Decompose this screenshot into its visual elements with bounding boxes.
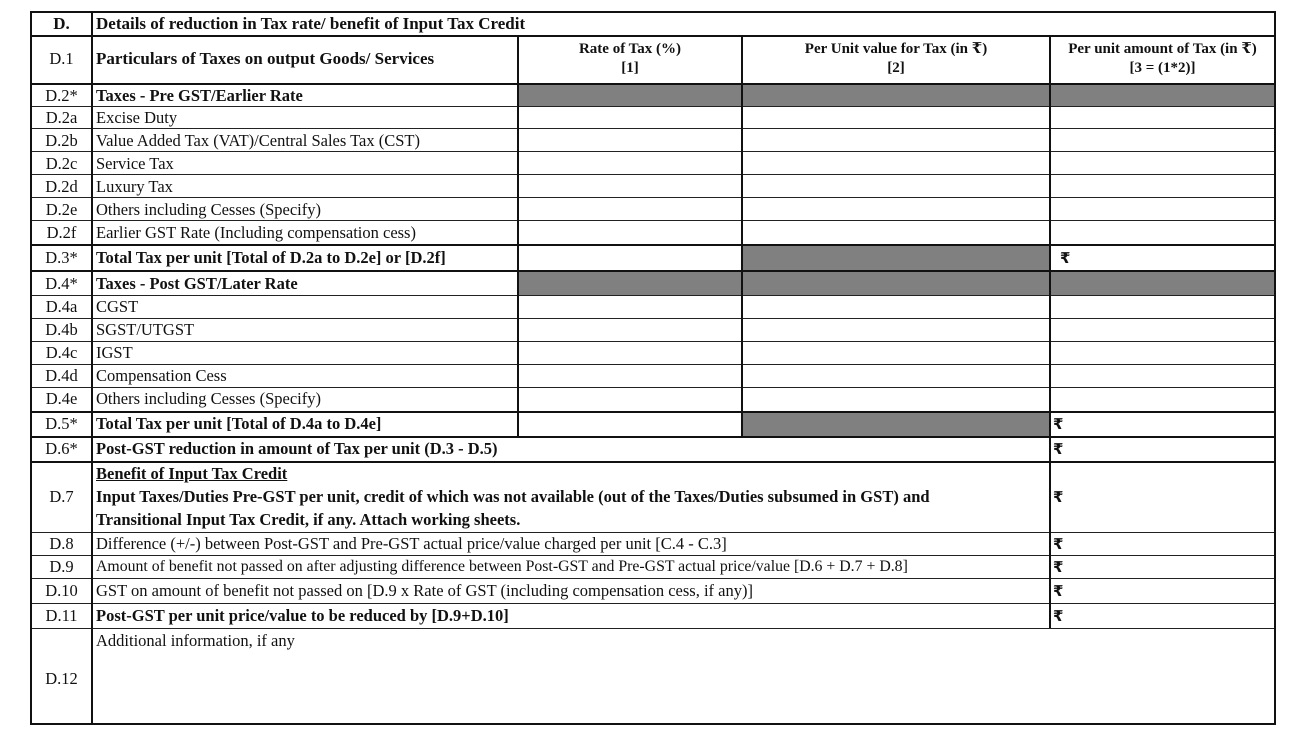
- unit-value-input[interactable]: [743, 296, 1049, 411]
- row-code: D.11: [45, 606, 78, 625]
- row-code: D.7: [49, 487, 74, 506]
- row-code: D.2c: [45, 154, 78, 173]
- amount-field[interactable]: ₹: [1053, 607, 1064, 625]
- row-label: Taxes - Post GST/Later Rate: [96, 274, 298, 293]
- row-label: Service Tax: [96, 154, 174, 173]
- row-label: CGST: [96, 297, 139, 316]
- row-code: D.1: [49, 49, 74, 68]
- amount-field[interactable]: ₹: [1060, 249, 1071, 267]
- column-header-unit-value: [743, 40, 1049, 78]
- amount-field[interactable]: ₹: [1053, 488, 1064, 506]
- amount-field[interactable]: ₹: [1053, 558, 1064, 576]
- row-label-continued: Transitional Input Tax Credit, if any. Attach working sheets.: [96, 510, 521, 529]
- row-label: Input Taxes/Duties Pre-GST per unit, credit of which was not available (out of the Taxes/Duties subsumed in GST) and: [96, 487, 930, 506]
- rate-input[interactable]: [519, 296, 741, 411]
- row-label: Taxes - Pre GST/Earlier Rate: [96, 86, 303, 105]
- shaded-cell: [519, 272, 741, 295]
- additional-info-field[interactable]: [96, 653, 1266, 721]
- row-code: D.2d: [45, 177, 78, 196]
- shaded-cell: [743, 246, 1049, 270]
- section-title: Details of reduction in Tax rate/ benefit of Input Tax Credit: [96, 14, 526, 33]
- unit-value-input[interactable]: [743, 107, 1049, 244]
- unit-amount-input[interactable]: [1051, 296, 1274, 411]
- row-label: Post-GST per unit price/value to be reduced by [D.9+D.10]: [96, 606, 509, 625]
- row-label: Others including Cesses (Specify): [96, 389, 321, 408]
- row-label: Amount of benefit not passed on after adjusting difference between Post-GST and Pre-GST actual price/value [D.6 + D.7 + D.8]: [96, 558, 908, 575]
- column-header-label: Per unit amount of Tax (in ₹): [1068, 41, 1257, 57]
- row-code: D.5*: [45, 414, 78, 433]
- row-code: D.2a: [45, 108, 78, 127]
- column-header-sub: [2]: [887, 60, 905, 76]
- shaded-cell: [743, 85, 1049, 106]
- row-label: Earlier GST Rate (Including compensation cess): [96, 223, 416, 242]
- row-code: D.6*: [45, 439, 78, 458]
- row-code: D.12: [45, 669, 78, 688]
- additional-info-label: Additional information, if any: [96, 631, 295, 650]
- row-label: GST on amount of benefit not passed on [D.9 x Rate of GST (including compensation cess, if any)]: [96, 581, 753, 600]
- shaded-cell: [743, 413, 1049, 436]
- row-code: D.2b: [45, 131, 78, 150]
- row-code: D.10: [45, 581, 78, 600]
- column-header-particulars: Particulars of Taxes on output Goods/ Services: [96, 49, 435, 68]
- row-label: IGST: [96, 343, 133, 362]
- row-label: SGST/UTGST: [96, 320, 195, 339]
- row-code: D.4*: [45, 274, 78, 293]
- amount-field[interactable]: ₹: [1053, 582, 1064, 600]
- rate-input[interactable]: [519, 246, 741, 270]
- benefit-heading: Benefit of Input Tax Credit: [96, 464, 288, 483]
- amount-field[interactable]: ₹: [1053, 440, 1064, 458]
- row-label: Difference (+/-) between Post-GST and Pre-GST actual price/value charged per unit [C.4 - C.3]: [96, 534, 727, 553]
- column-header-unit-amount: [1051, 40, 1274, 78]
- column-header-rate: [519, 40, 741, 78]
- shaded-cell: [1051, 272, 1274, 295]
- column-header-label: Per Unit value for Tax (in ₹): [804, 41, 988, 57]
- unit-amount-input[interactable]: [1051, 107, 1274, 244]
- column-header-sub: [1]: [621, 60, 639, 76]
- row-label: Total Tax per unit [Total of D.2a to D.2e] or [D.2f]: [96, 248, 446, 267]
- row-code: D.9: [49, 557, 74, 576]
- row-label: Excise Duty: [96, 108, 178, 127]
- amount-field[interactable]: ₹: [1053, 415, 1064, 433]
- row-code: D.4d: [45, 366, 78, 385]
- section-d-table: [30, 11, 1276, 725]
- row-code: D.4e: [45, 389, 78, 408]
- row-code: D.4b: [45, 320, 78, 339]
- row-label: Value Added Tax (VAT)/Central Sales Tax (CST): [96, 131, 420, 150]
- rate-input[interactable]: [519, 413, 741, 436]
- row-code: D.2f: [46, 223, 77, 242]
- column-header-label: Rate of Tax (%): [578, 41, 682, 57]
- row-code: D.2*: [45, 86, 78, 105]
- row-code: D.8: [49, 534, 74, 553]
- row-label: Compensation Cess: [96, 366, 227, 385]
- column-header-sub: [3 = (1*2)]: [1129, 60, 1196, 76]
- row-code: D.3*: [45, 248, 78, 267]
- shaded-cell: [519, 85, 741, 106]
- amount-field[interactable]: ₹: [1053, 535, 1064, 553]
- row-label: Post-GST reduction in amount of Tax per unit (D.3 - D.5): [96, 439, 498, 458]
- row-code: D.4c: [45, 343, 78, 362]
- shaded-cell: [1051, 85, 1274, 106]
- row-label: Others including Cesses (Specify): [96, 200, 321, 219]
- rate-input[interactable]: [519, 107, 741, 244]
- row-code: D.2e: [45, 200, 78, 219]
- row-code: D.4a: [45, 297, 78, 316]
- shaded-cell: [743, 272, 1049, 295]
- row-label: Luxury Tax: [96, 177, 173, 196]
- section-code: D.: [53, 14, 70, 33]
- row-heading: [96, 463, 1046, 485]
- row-label: Total Tax per unit [Total of D.4a to D.4e]: [96, 414, 382, 433]
